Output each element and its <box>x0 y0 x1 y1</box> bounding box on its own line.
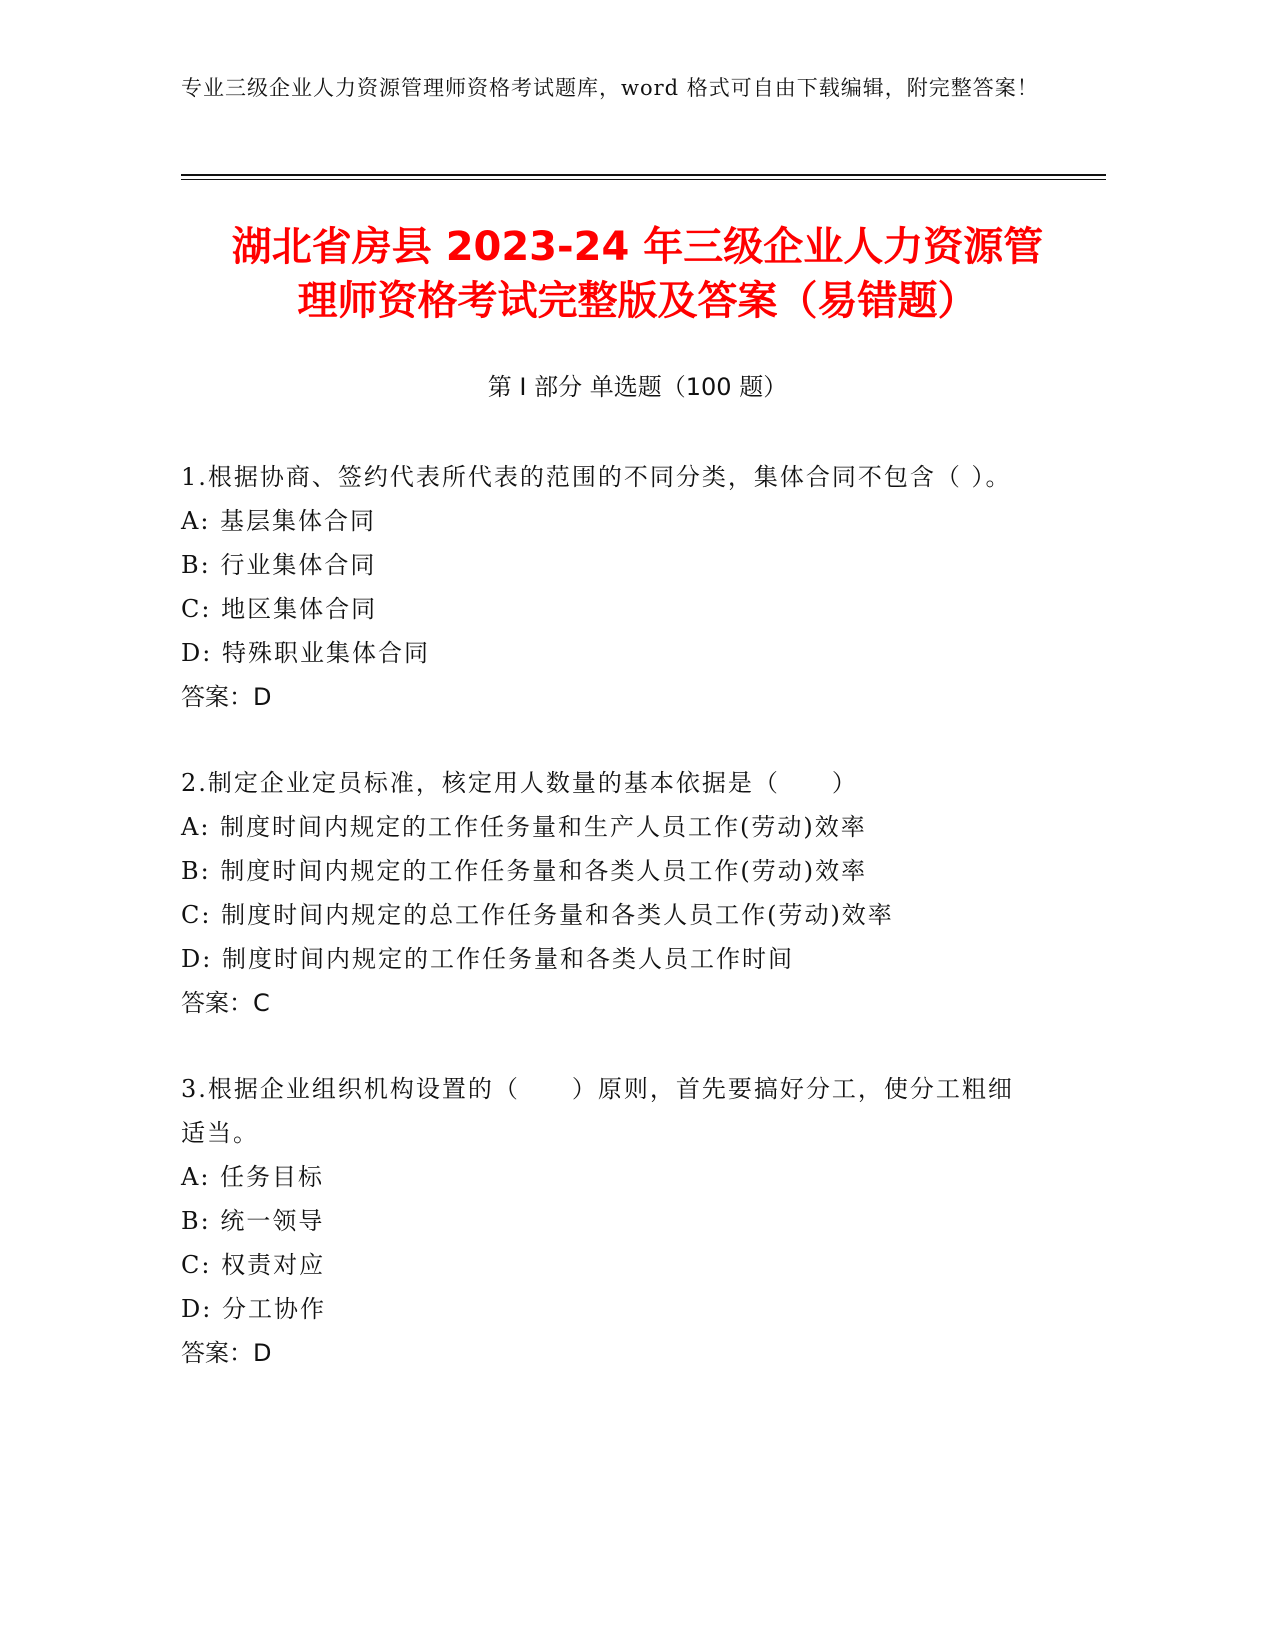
header-divider-thin <box>181 179 1106 180</box>
option-c: C: 地区集体合同 <box>181 595 378 623</box>
option-b: B: 制度时间内规定的工作任务量和各类人员工作(劳动)效率 <box>181 857 868 885</box>
question-stem: 2.制定企业定员标准，核定用人数量的基本依据是（ ） <box>181 769 858 797</box>
option-d: D: 特殊职业集体合同 <box>181 639 430 667</box>
header-divider-thick <box>181 174 1106 176</box>
option-b: B: 统一领导 <box>181 1207 325 1235</box>
option-d: D: 制度时间内规定的工作任务量和各类人员工作时间 <box>181 945 794 973</box>
question-1 <box>181 455 1031 719</box>
option-a: A: 任务目标 <box>181 1163 325 1191</box>
option-b: B: 行业集体合同 <box>181 551 377 579</box>
document-title-line-2: 理师资格考试完整版及答案（易错题） <box>297 278 978 324</box>
header-note: 专业三级企业人力资源管理师资格考试题库，word 格式可自由下载编辑，附完整答案！ <box>181 76 1039 100</box>
option-c: C: 权责对应 <box>181 1251 326 1279</box>
answer-line: 答案：D <box>181 1339 272 1367</box>
question-3 <box>181 1067 1031 1375</box>
answer-line: 答案：D <box>181 683 272 711</box>
option-a: A: 基层集体合同 <box>181 507 377 535</box>
document-title-line-1: 湖北省房县 2023-24 年三级企业人力资源管 <box>231 224 1044 270</box>
question-2 <box>181 761 1031 1025</box>
option-a: A: 制度时间内规定的工作任务量和生产人员工作(劳动)效率 <box>181 813 867 841</box>
question-stem: 1.根据协商、签约代表所代表的范围的不同分类，集体合同不包含（ ）。 <box>181 463 1012 491</box>
document-title <box>150 220 1125 328</box>
section-heading: 第 I 部分 单选题（100 题） <box>487 373 788 401</box>
answer-line: 答案：C <box>181 989 270 1017</box>
question-stem: 3.根据企业组织机构设置的（ ）原则，首先要搞好分工，使分工粗细适当。 <box>181 1075 1014 1147</box>
option-d: D: 分工协作 <box>181 1295 326 1323</box>
option-c: C: 制度时间内规定的总工作任务量和各类人员工作(劳动)效率 <box>181 901 894 929</box>
question-list <box>181 455 1031 1417</box>
